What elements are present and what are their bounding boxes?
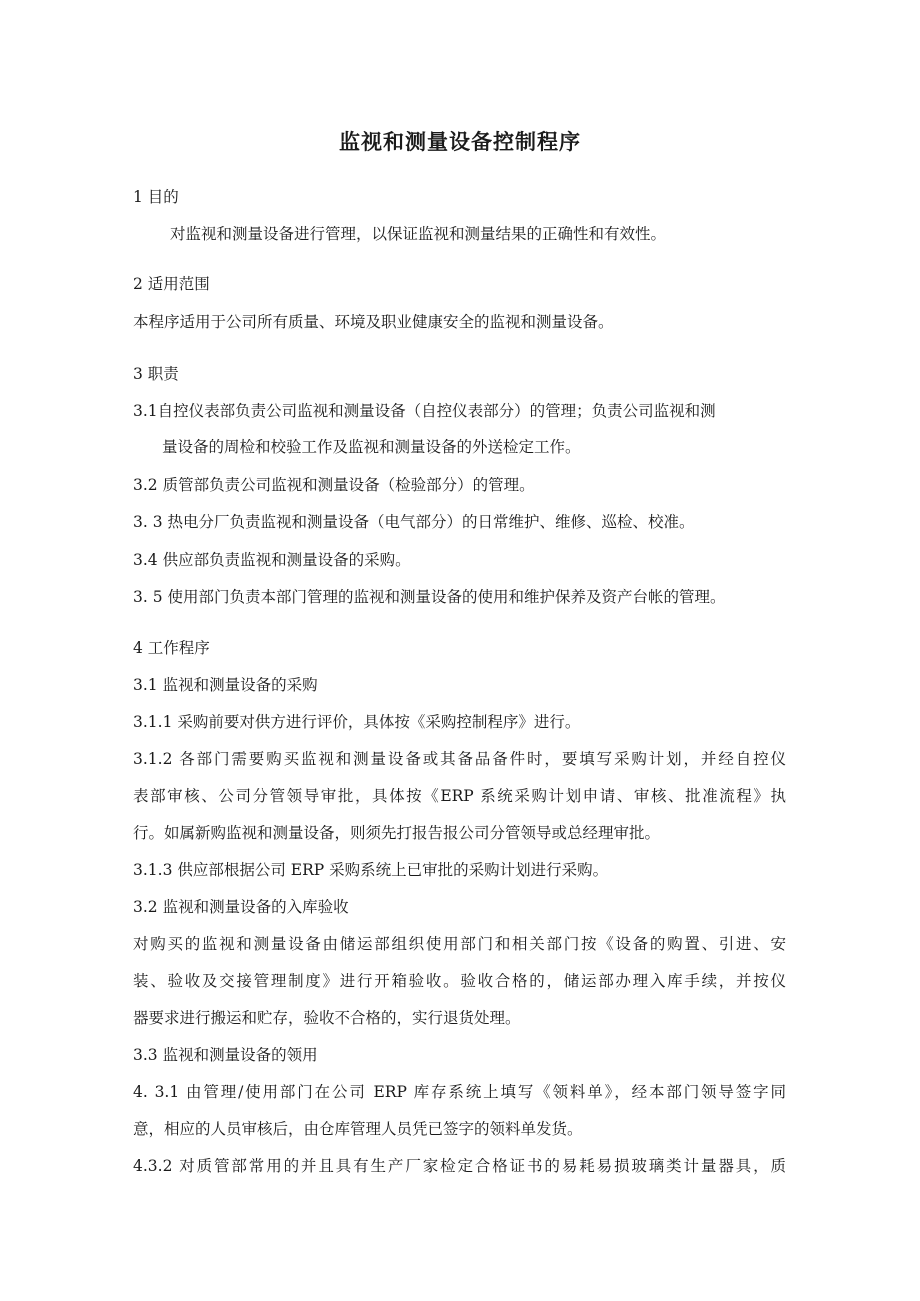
clause-4-3-2-line1: 4.3.2 对质管部常用的并且具有生产厂家检定合格证书的易耗易损玻璃类计量器具，质 xyxy=(133,1157,786,1175)
clause-3-1-2-line2: 表部审核、公司分管领导审批，具体按《ERP 系统采购计划申请、审核、批准流程》执 xyxy=(133,787,786,805)
paragraph-acceptance-line3: 器要求进行搬运和贮存，验收不合格的，实行退货处理。 xyxy=(133,1009,521,1027)
heading-procedure: 4 工作程序 xyxy=(133,639,210,657)
clause-3-1-2-line1: 3.1.2 各部门需要购买监视和测量设备或其备品备件时，要填写采购计划，并经自控仪 xyxy=(133,750,786,768)
paragraph-acceptance-line2: 装、验收及交接管理制度》进行开箱验收。验收合格的，储运部办理入库手续，并按仪 xyxy=(133,972,786,990)
clause-4-3-1-line2: 意，相应的人员审核后，由仓库管理人员凭已签字的领料单发货。 xyxy=(133,1120,583,1138)
clause-3-2: 3.2 质管部负责公司监视和测量设备（检验部分）的管理。 xyxy=(133,476,535,494)
paragraph-purpose: 对监视和测量设备进行管理，以保证监视和测量结果的正确性和有效性。 xyxy=(170,225,667,243)
heading-scope: 2 适用范围 xyxy=(133,275,210,293)
section-requisition: 3.3 监视和测量设备的领用 xyxy=(133,1046,318,1064)
clause-3-1-line1: 3.1自控仪表部负责公司监视和测量设备（自控仪表部分）的管理；负责公司监视和测 xyxy=(133,402,716,420)
paragraph-acceptance-line1: 对购买的监视和测量设备由储运部组织使用部门和相关部门按《设备的购置、引进、安 xyxy=(133,935,786,953)
clause-3-1-2-line3: 行。如属新购监视和测量设备，则须先打报告报公司分管领导或总经理审批。 xyxy=(133,824,661,842)
document-title: 监视和测量设备控制程序 xyxy=(339,130,581,154)
clause-3-4: 3.4 供应部负责监视和测量设备的采购。 xyxy=(133,551,411,569)
clause-3-3: 3. 3 热电分厂负责监视和测量设备（电气部分）的日常维护、维修、巡检、校准。 xyxy=(133,513,695,531)
clause-3-1-3: 3.1.3 供应部根据公司 ERP 采购系统上已审批的采购计划进行采购。 xyxy=(133,861,609,879)
paragraph-scope: 本程序适用于公司所有质量、环境及职业健康安全的监视和测量设备。 xyxy=(133,313,614,331)
heading-purpose: 1 目的 xyxy=(133,188,179,206)
clause-3-1-1: 3.1.1 采购前要对供方进行评价，具体按《采购控制程序》进行。 xyxy=(133,713,581,731)
heading-responsibilities: 3 职责 xyxy=(133,365,179,383)
section-procurement: 3.1 监视和测量设备的采购 xyxy=(133,676,318,694)
clause-4-3-1-line1: 4. 3.1 由管理/使用部门在公司 ERP 库存系统上填写《领料单》，经本部门领导签字同 xyxy=(133,1083,786,1101)
clause-3-5: 3. 5 使用部门负责本部门管理的监视和测量设备的使用和维护保养及资产台帐的管理。 xyxy=(133,588,726,606)
clause-3-1-line2: 量设备的周检和校验工作及监视和测量设备的外送检定工作。 xyxy=(162,438,581,456)
section-acceptance: 3.2 监视和测量设备的入库验收 xyxy=(133,898,349,916)
